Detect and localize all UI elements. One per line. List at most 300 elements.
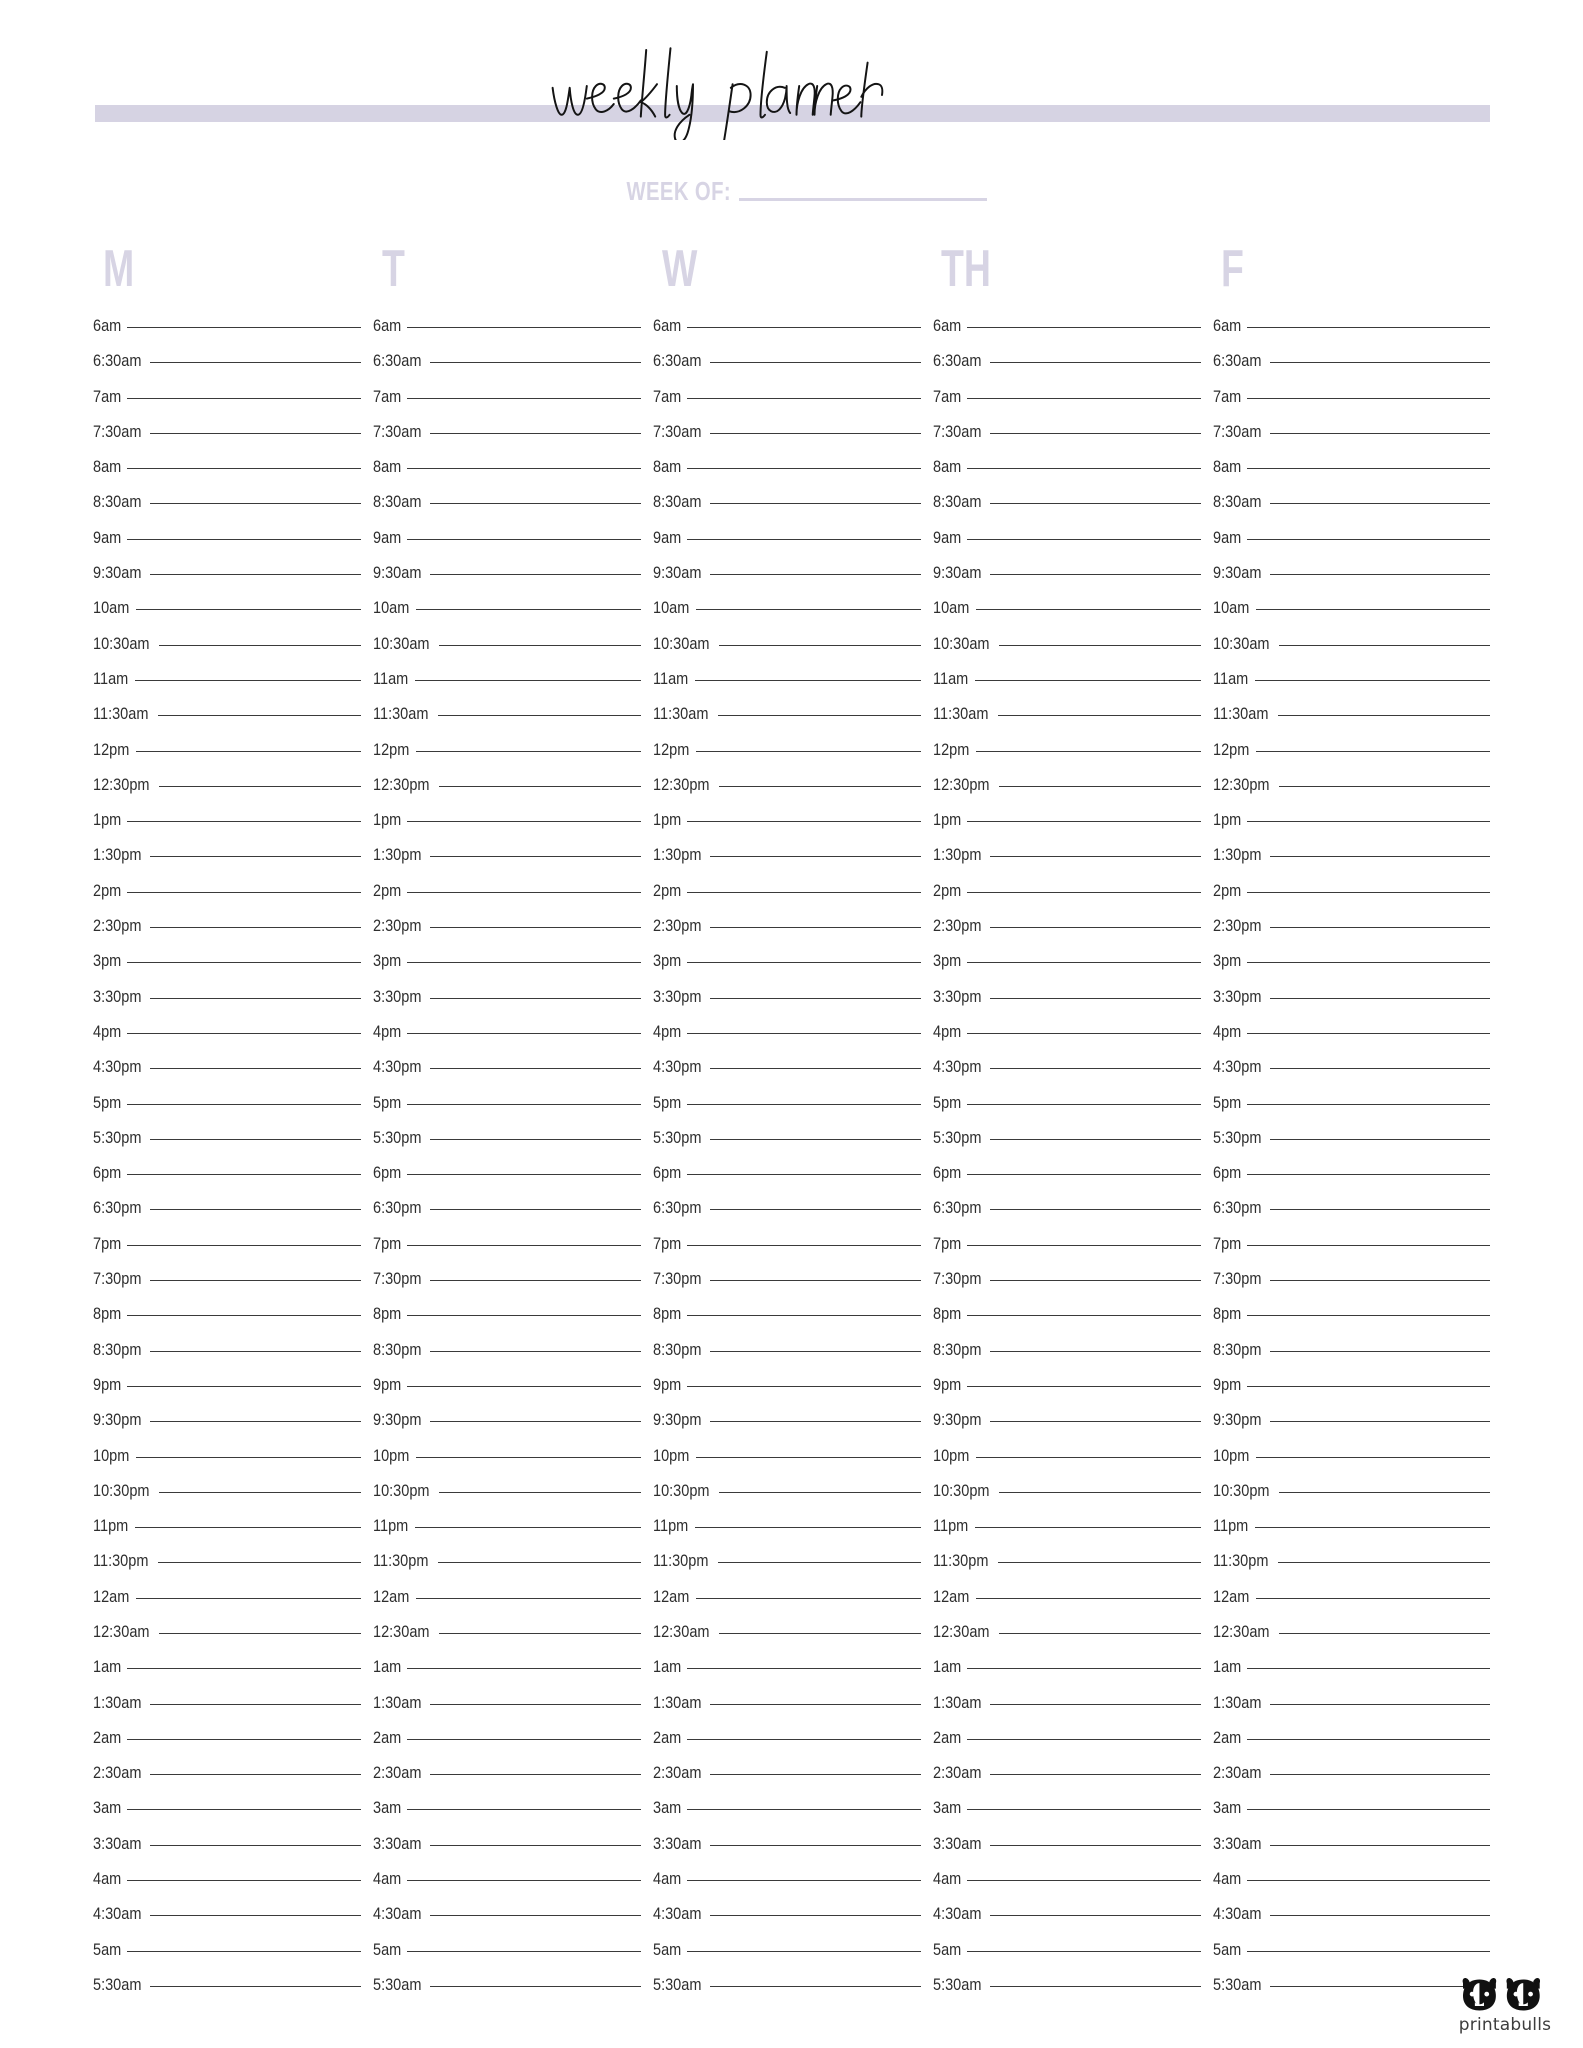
time-slot-label: 6:30am [93, 352, 142, 371]
time-slot-write-line[interactable] [967, 821, 1201, 822]
time-slot-write-line[interactable] [990, 362, 1201, 363]
time-slot-label: 4:30pm [653, 1058, 702, 1077]
time-slot-label: 7:30am [1213, 422, 1262, 441]
time-slot-write-line[interactable] [710, 1845, 921, 1846]
time-slot-write-line[interactable] [150, 1774, 361, 1775]
time-slot-row [933, 918, 1213, 953]
time-slot-write-line[interactable] [430, 503, 641, 504]
time-slot-label: 9:30pm [1213, 1411, 1262, 1430]
time-slot-write-line[interactable] [127, 1668, 361, 1669]
time-slot-row [1213, 1659, 1490, 1694]
time-slot-write-line[interactable] [999, 1633, 1201, 1634]
time-slot-label: 5:30pm [653, 1128, 702, 1147]
time-slot-row [93, 1906, 373, 1941]
time-slot-write-line[interactable] [718, 1562, 921, 1563]
time-slot-write-line[interactable] [1247, 468, 1490, 469]
time-slot-write-line[interactable] [710, 1915, 921, 1916]
time-slot-write-line[interactable] [1256, 751, 1490, 752]
time-slot-write-line[interactable] [136, 751, 361, 752]
time-slot-write-line[interactable] [407, 1951, 641, 1952]
time-slot-write-line[interactable] [430, 433, 641, 434]
time-slot-write-line[interactable] [127, 1033, 361, 1034]
time-slot-write-line[interactable] [1256, 1457, 1490, 1458]
time-slot-write-line[interactable] [990, 1209, 1201, 1210]
time-slot-label: 11:30pm [1213, 1552, 1269, 1571]
time-slot-write-line[interactable] [967, 1668, 1201, 1669]
time-slot-write-line[interactable] [1270, 362, 1490, 363]
time-slot-write-line[interactable] [135, 1527, 361, 1528]
time-slot-write-line[interactable] [990, 856, 1201, 857]
time-slot-write-line[interactable] [687, 327, 921, 328]
time-slot-write-line[interactable] [990, 927, 1201, 928]
time-slot-write-line[interactable] [990, 1704, 1201, 1705]
time-slot-write-line[interactable] [1247, 1809, 1490, 1810]
time-slot-label: 8pm [373, 1305, 402, 1324]
time-slot-write-line[interactable] [1279, 1492, 1490, 1493]
time-slot-row [93, 1977, 373, 2012]
time-slot-write-line[interactable] [710, 1280, 921, 1281]
time-slot-write-line[interactable] [1247, 962, 1490, 963]
time-slot-write-line[interactable] [127, 539, 361, 540]
time-slot-write-line[interactable] [438, 1562, 641, 1563]
time-slot-row [373, 777, 653, 812]
time-slot-write-line[interactable] [1247, 1880, 1490, 1881]
time-slot-write-line[interactable] [415, 680, 641, 681]
time-slot-write-line[interactable] [687, 398, 921, 399]
time-slot-write-line[interactable] [976, 609, 1201, 610]
time-slot-write-line[interactable] [150, 927, 361, 928]
time-slot-row [1213, 1836, 1490, 1871]
time-slot-write-line[interactable] [967, 1951, 1201, 1952]
time-slot-write-line[interactable] [439, 645, 641, 646]
time-slot-write-line[interactable] [416, 1457, 641, 1458]
time-slot-label: 9:30pm [653, 1411, 702, 1430]
time-slot-write-line[interactable] [1247, 821, 1490, 822]
time-slot-write-line[interactable] [430, 1068, 641, 1069]
time-slot-write-line[interactable] [430, 574, 641, 575]
time-slot-write-line[interactable] [430, 998, 641, 999]
time-slot-row [93, 530, 373, 565]
time-slot-write-line[interactable] [407, 327, 641, 328]
time-slot-write-line[interactable] [415, 1527, 641, 1528]
time-slot-write-line[interactable] [1270, 1774, 1490, 1775]
time-slot-write-line[interactable] [1255, 680, 1490, 681]
time-slot-row [1213, 1730, 1490, 1765]
time-slot-write-line[interactable] [687, 1104, 921, 1105]
time-slot-write-line[interactable] [407, 539, 641, 540]
time-slot-write-line[interactable] [430, 1209, 641, 1210]
time-slot-write-line[interactable] [967, 1880, 1201, 1881]
time-slot-write-line[interactable] [407, 1809, 641, 1810]
time-slot-write-line[interactable] [430, 927, 641, 928]
time-slot-label: 5:30am [373, 1975, 422, 1994]
time-slot-write-line[interactable] [696, 609, 921, 610]
time-slot-write-line[interactable] [1247, 1668, 1490, 1669]
time-slot-write-line[interactable] [1279, 786, 1490, 787]
time-slot-write-line[interactable] [407, 1033, 641, 1034]
time-slot-write-line[interactable] [150, 1209, 361, 1210]
time-slot-write-line[interactable] [150, 362, 361, 363]
time-slot-write-line[interactable] [1270, 1139, 1490, 1140]
time-slot-write-line[interactable] [710, 1704, 921, 1705]
time-slot-write-line[interactable] [976, 1598, 1201, 1599]
time-slot-write-line[interactable] [150, 1139, 361, 1140]
time-slot-write-line[interactable] [1247, 1104, 1490, 1105]
time-slot-row [653, 706, 933, 741]
time-slot-write-line[interactable] [407, 821, 641, 822]
time-slot-write-line[interactable] [696, 751, 921, 752]
time-slot-write-line[interactable] [407, 1880, 641, 1881]
time-slot-write-line[interactable] [975, 1527, 1201, 1528]
time-slot-write-line[interactable] [439, 1492, 641, 1493]
time-slot-write-line[interactable] [127, 1315, 361, 1316]
time-slot-write-line[interactable] [1278, 1562, 1490, 1563]
time-slot-label: 5:30am [933, 1975, 982, 1994]
time-slot-write-line[interactable] [407, 1386, 641, 1387]
time-slot-write-line[interactable] [1270, 1421, 1490, 1422]
time-slot-write-line[interactable] [1247, 327, 1490, 328]
time-slot-row [93, 1271, 373, 1306]
time-slot-row [933, 1836, 1213, 1871]
time-slot-write-line[interactable] [407, 1174, 641, 1175]
time-slot-write-line[interactable] [430, 856, 641, 857]
time-slot-write-line[interactable] [696, 1457, 921, 1458]
time-slot-write-line[interactable] [695, 1527, 921, 1528]
time-slot-write-line[interactable] [407, 892, 641, 893]
time-slot-write-line[interactable] [695, 680, 921, 681]
two-bulldog-faces-icon [1449, 1974, 1561, 2016]
time-slot-write-line[interactable] [159, 1492, 361, 1493]
time-slot-write-line[interactable] [1247, 1033, 1490, 1034]
time-slot-write-line[interactable] [407, 398, 641, 399]
time-slot-label: 12:30pm [653, 775, 710, 794]
time-slot-write-line[interactable] [150, 503, 361, 504]
time-slot-row [1213, 1624, 1490, 1659]
time-slot-write-line[interactable] [990, 433, 1201, 434]
time-slot-write-line[interactable] [719, 1492, 921, 1493]
time-slot-write-line[interactable] [687, 1668, 921, 1669]
time-slot-row [93, 1942, 373, 1977]
time-slot-label: 7:30pm [373, 1270, 422, 1289]
time-slot-write-line[interactable] [967, 398, 1201, 399]
time-slot-label: 8:30pm [1213, 1340, 1262, 1359]
time-slot-write-line[interactable] [1247, 1315, 1490, 1316]
time-slot-write-line[interactable] [696, 1598, 921, 1599]
time-slot-write-line[interactable] [998, 715, 1201, 716]
time-slot-write-line[interactable] [430, 1986, 641, 1987]
time-slot-write-line[interactable] [687, 1809, 921, 1810]
time-slot-write-line[interactable] [687, 539, 921, 540]
time-slot-write-line[interactable] [687, 1033, 921, 1034]
time-slot-write-line[interactable] [967, 1104, 1201, 1105]
time-slot-write-line[interactable] [710, 503, 921, 504]
time-slot-row [373, 918, 653, 953]
time-slot-write-line[interactable] [416, 751, 641, 752]
time-slot-write-line[interactable] [687, 1951, 921, 1952]
time-slot-write-line[interactable] [127, 1880, 361, 1881]
time-slot-write-line[interactable] [967, 468, 1201, 469]
time-slot-write-line[interactable] [687, 1739, 921, 1740]
time-slot-write-line[interactable] [710, 574, 921, 575]
time-slot-write-line[interactable] [710, 1774, 921, 1775]
time-slot-write-line[interactable] [1270, 433, 1490, 434]
time-slot-write-line[interactable] [1270, 503, 1490, 504]
time-slot-write-line[interactable] [150, 1845, 361, 1846]
time-slot-write-line[interactable] [967, 1174, 1201, 1175]
time-slot-write-line[interactable] [1247, 398, 1490, 399]
time-slot-write-line[interactable] [430, 1845, 641, 1846]
time-slot-write-line[interactable] [1279, 645, 1490, 646]
time-slot-write-line[interactable] [1247, 1951, 1490, 1952]
time-slot-write-line[interactable] [967, 1386, 1201, 1387]
time-slot-write-line[interactable] [1270, 998, 1490, 999]
time-slot-write-line[interactable] [430, 1421, 641, 1422]
time-slot-write-line[interactable] [127, 468, 361, 469]
time-slot-write-line[interactable] [150, 1351, 361, 1352]
day-header-row [93, 240, 1490, 298]
week-of-input-line[interactable] [739, 198, 987, 201]
time-slot-write-line[interactable] [967, 892, 1201, 893]
time-slot-write-line[interactable] [127, 1104, 361, 1105]
time-slot-row [653, 812, 933, 847]
time-slot-write-line[interactable] [159, 645, 361, 646]
time-slot-write-line[interactable] [136, 1457, 361, 1458]
time-slot-write-line[interactable] [127, 1739, 361, 1740]
time-slot-write-line[interactable] [127, 1951, 361, 1952]
time-slot-label: 1pm [93, 811, 122, 830]
time-slot-write-line[interactable] [687, 1174, 921, 1175]
time-slot-write-line[interactable] [687, 892, 921, 893]
time-slot-write-line[interactable] [990, 998, 1201, 999]
time-slot-write-line[interactable] [407, 1739, 641, 1740]
time-slot-write-line[interactable] [999, 1492, 1201, 1493]
time-slot-write-line[interactable] [967, 1739, 1201, 1740]
time-slot-row [373, 1130, 653, 1165]
time-slot-write-line[interactable] [438, 715, 641, 716]
time-slot-write-line[interactable] [990, 1421, 1201, 1422]
time-slot-write-line[interactable] [687, 1315, 921, 1316]
time-slot-write-line[interactable] [990, 1986, 1201, 1987]
time-slot-label: 5:30am [1213, 1975, 1262, 1994]
time-slot-write-line[interactable] [990, 1068, 1201, 1069]
time-slot-write-line[interactable] [407, 468, 641, 469]
time-slot-row [373, 1906, 653, 1941]
time-slot-write-line[interactable] [430, 1774, 641, 1775]
time-slot-write-line[interactable] [127, 1386, 361, 1387]
time-slot-write-line[interactable] [710, 1986, 921, 1987]
time-slot-write-line[interactable] [430, 1280, 641, 1281]
time-slot-write-line[interactable] [687, 1386, 921, 1387]
time-slot-write-line[interactable] [150, 1421, 361, 1422]
time-slot-row [373, 1342, 653, 1377]
time-slot-write-line[interactable] [1270, 1351, 1490, 1352]
time-slot-write-line[interactable] [990, 503, 1201, 504]
time-slot-label: 1am [373, 1658, 402, 1677]
time-slot-write-line[interactable] [1270, 574, 1490, 575]
time-slot-write-line[interactable] [999, 645, 1201, 646]
time-slot-write-line[interactable] [136, 1598, 361, 1599]
time-slot-write-line[interactable] [718, 715, 921, 716]
time-slot-write-line[interactable] [150, 1986, 361, 1987]
time-slot-write-line[interactable] [127, 962, 361, 963]
time-slot-write-line[interactable] [710, 856, 921, 857]
time-slot-write-line[interactable] [1247, 1739, 1490, 1740]
time-slot-write-line[interactable] [1270, 1209, 1490, 1210]
time-slot-row [653, 1765, 933, 1800]
time-slot-write-line[interactable] [998, 1562, 1201, 1563]
time-slot-row [1213, 565, 1490, 600]
time-slot-write-line[interactable] [990, 1280, 1201, 1281]
time-slot-write-line[interactable] [1270, 1068, 1490, 1069]
time-slot-write-line[interactable] [990, 1915, 1201, 1916]
time-slot-label: 5am [653, 1940, 682, 1959]
time-slot-write-line[interactable] [710, 998, 921, 999]
time-slot-write-line[interactable] [967, 1245, 1201, 1246]
day-column-tuesday [373, 318, 653, 2012]
time-slot-write-line[interactable] [430, 1915, 641, 1916]
time-slot-label: 6:30pm [373, 1199, 422, 1218]
time-slot-write-line[interactable] [416, 1598, 641, 1599]
time-slot-label: 12:30am [653, 1622, 710, 1641]
time-slot-row [1213, 1236, 1490, 1271]
time-slot-write-line[interactable] [687, 468, 921, 469]
time-slot-row [93, 1130, 373, 1165]
time-slot-write-line[interactable] [1278, 715, 1490, 716]
time-slot-label: 5:30pm [373, 1128, 422, 1147]
time-slot-write-line[interactable] [1270, 1845, 1490, 1846]
time-slot-write-line[interactable] [1247, 1174, 1490, 1175]
time-slot-write-line[interactable] [687, 1245, 921, 1246]
time-slot-write-line[interactable] [439, 786, 641, 787]
time-slot-write-line[interactable] [990, 1774, 1201, 1775]
time-slot-write-line[interactable] [439, 1633, 641, 1634]
time-slot-write-line[interactable] [967, 539, 1201, 540]
time-slot-write-line[interactable] [1270, 856, 1490, 857]
time-slot-write-line[interactable] [687, 821, 921, 822]
time-slot-write-line[interactable] [407, 1315, 641, 1316]
time-slot-write-line[interactable] [150, 1704, 361, 1705]
time-slot-write-line[interactable] [1256, 609, 1490, 610]
time-slot-write-line[interactable] [990, 1351, 1201, 1352]
time-slot-write-line[interactable] [1256, 1598, 1490, 1599]
time-slot-write-line[interactable] [135, 680, 361, 681]
time-slot-write-line[interactable] [976, 1457, 1201, 1458]
time-slot-write-line[interactable] [687, 1880, 921, 1881]
time-slot-write-line[interactable] [158, 715, 361, 716]
time-slot-write-line[interactable] [430, 362, 641, 363]
time-slot-write-line[interactable] [967, 1033, 1201, 1034]
time-slot-write-line[interactable] [407, 962, 641, 963]
time-slot-label: 12am [93, 1587, 130, 1606]
day-header-label: M [103, 240, 135, 298]
time-slot-write-line[interactable] [150, 433, 361, 434]
time-slot-write-line[interactable] [430, 1139, 641, 1140]
time-slot-write-line[interactable] [1247, 1386, 1490, 1387]
time-slot-write-line[interactable] [719, 645, 921, 646]
time-slot-write-line[interactable] [967, 962, 1201, 963]
time-slot-label: 4pm [933, 1022, 962, 1041]
time-slot-write-line[interactable] [127, 1245, 361, 1246]
time-slot-write-line[interactable] [710, 362, 921, 363]
time-slot-write-line[interactable] [719, 786, 921, 787]
time-slot-write-line[interactable] [127, 1174, 361, 1175]
time-slot-write-line[interactable] [127, 398, 361, 399]
time-slot-write-line[interactable] [1279, 1633, 1490, 1634]
time-slot-write-line[interactable] [1247, 539, 1490, 540]
time-slot-write-line[interactable] [150, 1280, 361, 1281]
time-slot-write-line[interactable] [127, 1809, 361, 1810]
time-slot-write-line[interactable] [1270, 1280, 1490, 1281]
time-slot-write-line[interactable] [159, 1633, 361, 1634]
time-slot-write-line[interactable] [1270, 1915, 1490, 1916]
time-slot-write-line[interactable] [127, 821, 361, 822]
time-slot-write-line[interactable] [710, 1209, 921, 1210]
time-slot-row [373, 1518, 653, 1553]
time-slot-write-line[interactable] [150, 856, 361, 857]
time-slot-write-line[interactable] [687, 962, 921, 963]
time-slot-write-line[interactable] [150, 574, 361, 575]
time-slot-write-line[interactable] [416, 609, 641, 610]
time-slot-write-line[interactable] [967, 1809, 1201, 1810]
time-slot-row [1213, 1200, 1490, 1235]
week-of-label: WEEK OF: [625, 176, 731, 206]
time-slot-row [1213, 459, 1490, 494]
time-slot-row [93, 1695, 373, 1730]
time-slot-write-line[interactable] [150, 1915, 361, 1916]
time-slot-write-line[interactable] [990, 1845, 1201, 1846]
time-slot-write-line[interactable] [710, 433, 921, 434]
time-slot-write-line[interactable] [1255, 1527, 1490, 1528]
time-slot-row [653, 1906, 933, 1941]
time-slot-write-line[interactable] [407, 1104, 641, 1105]
time-slot-write-line[interactable] [159, 786, 361, 787]
time-slot-row [93, 1200, 373, 1235]
time-slot-write-line[interactable] [1247, 1245, 1490, 1246]
time-slot-write-line[interactable] [976, 751, 1201, 752]
time-slot-write-line[interactable] [1270, 1704, 1490, 1705]
time-slot-write-line[interactable] [1247, 892, 1490, 893]
time-slot-write-line[interactable] [999, 786, 1201, 787]
time-slot-write-line[interactable] [430, 1351, 641, 1352]
time-slot-write-line[interactable] [990, 574, 1201, 575]
time-slot-write-line[interactable] [1270, 927, 1490, 928]
time-slot-write-line[interactable] [710, 927, 921, 928]
time-slot-write-line[interactable] [710, 1139, 921, 1140]
time-slot-write-line[interactable] [710, 1421, 921, 1422]
time-slot-row [373, 812, 653, 847]
time-slot-row [933, 1942, 1213, 1977]
time-slot-write-line[interactable] [150, 998, 361, 999]
time-slot-write-line[interactable] [158, 1562, 361, 1563]
time-slot-write-line[interactable] [150, 1068, 361, 1069]
time-slot-write-line[interactable] [127, 327, 361, 328]
brand-logo [1449, 1974, 1561, 2034]
time-slot-write-line[interactable] [430, 1704, 641, 1705]
time-slot-write-line[interactable] [975, 680, 1201, 681]
time-slot-write-line[interactable] [719, 1633, 921, 1634]
time-slot-write-line[interactable] [710, 1068, 921, 1069]
time-slot-write-line[interactable] [990, 1139, 1201, 1140]
time-slot-write-line[interactable] [967, 1315, 1201, 1316]
time-slot-label: 1pm [373, 811, 402, 830]
time-slot-write-line[interactable] [407, 1668, 641, 1669]
time-slot-write-line[interactable] [710, 1351, 921, 1352]
time-slot-write-line[interactable] [136, 609, 361, 610]
time-slot-write-line[interactable] [407, 1245, 641, 1246]
time-slot-write-line[interactable] [127, 892, 361, 893]
time-slot-write-line[interactable] [967, 327, 1201, 328]
time-slot-label: 10pm [93, 1446, 130, 1465]
